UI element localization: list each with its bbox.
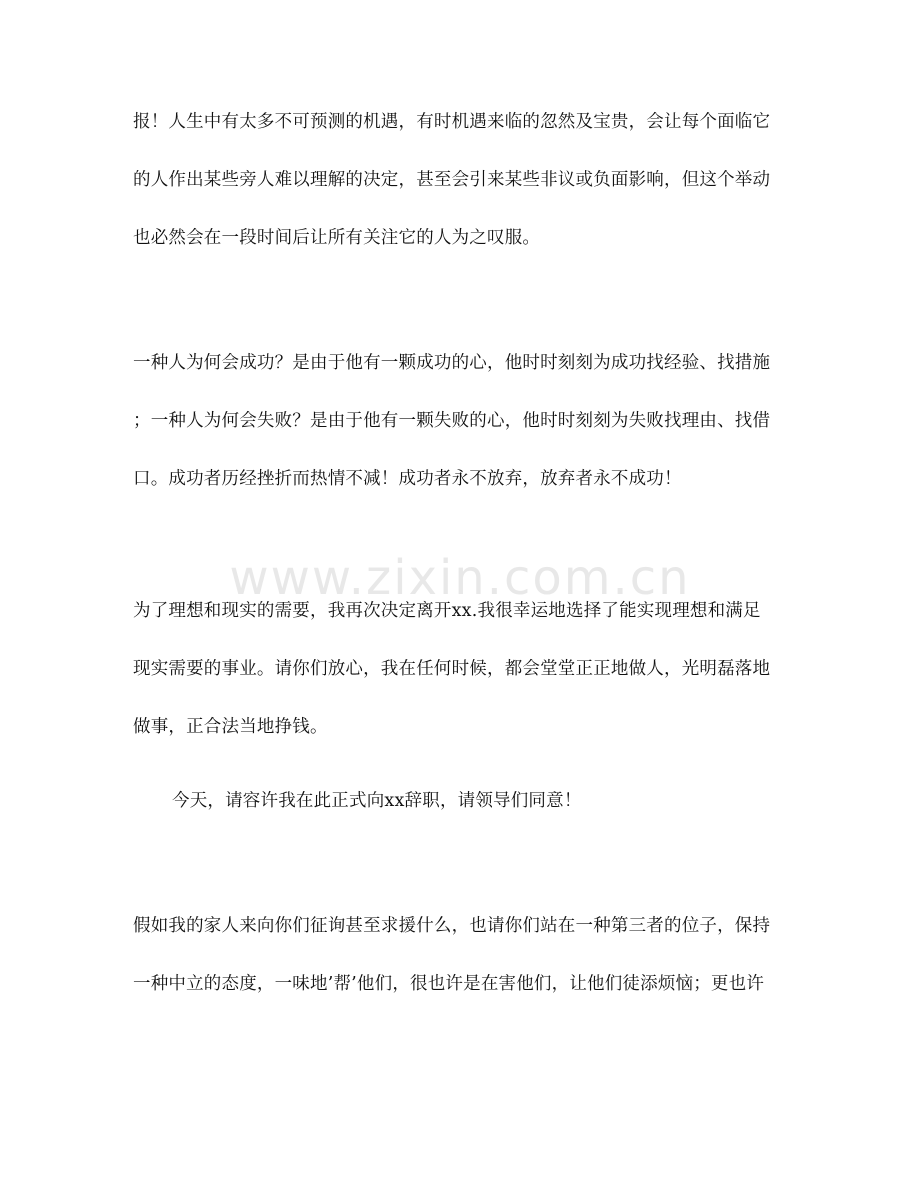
paragraph-line: 报！人生中有太多不可预测的机遇，有时机遇来临的忽然及宝贵，会让每个面临它: [133, 112, 771, 132]
paragraph-line: 假如我的家人来向你们征询甚至求援什么，也请你们站在一种第三者的位子，保持: [133, 916, 771, 936]
paragraph-line: 口。成功者历经挫折而热情不减！成功者永不放弃，放弃者永不成功！: [133, 469, 682, 489]
paragraph-line: 现实需要的事业。请你们放心，我在任何时候，都会堂堂正正地做人，光明磊落地: [133, 659, 771, 679]
watermark: www.zixin.com.cn: [229, 550, 691, 606]
paragraph-line: 的人作出某些旁人难以理解的决定，甚至会引来某些非议或负面影响，但这个举动: [133, 170, 771, 190]
paragraph-line: ；一种人为何会失败？是由于他有一颗失败的心，他时时刻刻为失败找理由、找借: [133, 411, 771, 431]
paragraph-line: 一种人为何会成功？是由于他有一颗成功的心，他时时刻刻为成功找经验、找措施: [133, 353, 771, 373]
paragraph-line: 也必然会在一段时间后让所有关注它的人为之叹服。: [133, 228, 541, 248]
paragraph-line: 为了理想和现实的需要，我再次决定离开xx.我很幸运地选择了能实现理想和满足: [133, 601, 761, 621]
paragraph-line: 今天，请容许我在此正式向xx辞职，请领导们同意！: [172, 791, 582, 811]
paragraph-line: 一种中立的态度，一味地’帮’他们，很也许是在害他们，让他们徒添烦恼；更也许: [133, 974, 765, 994]
paragraph-line: 做事，正合法当地挣钱。: [133, 717, 328, 737]
